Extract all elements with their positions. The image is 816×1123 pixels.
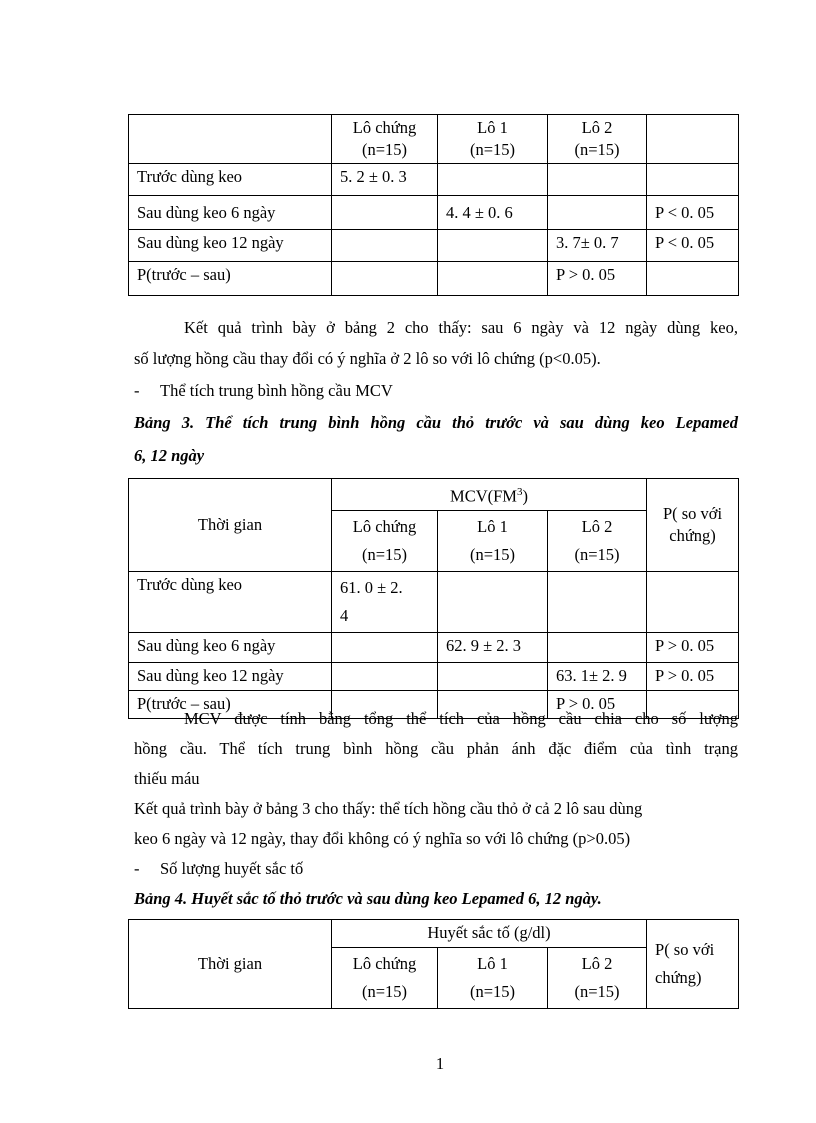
table-cell [548,196,647,230]
table-cell: P > 0. 05 [647,632,739,662]
page-number: 1 [435,1054,445,1073]
table-cell [438,230,548,262]
column-header-lot1: Lô 1 (n=15) [438,510,548,571]
table-cell: P < 0. 05 [647,230,739,262]
column-header-lot1: Lô 1 (n=15) [438,948,548,1009]
table-2-header-row [129,115,739,164]
table-cell: P(trước – sau) [129,690,332,718]
table-cell: 3. 7± 0. 7 [548,230,647,262]
table-2-header-control: Lô chứng (n=15) [332,115,438,164]
bullet-text: Số lượng huyết sắc tố [160,859,304,878]
table-cell: P > 0. 05 [548,690,647,718]
dash-marker: - [134,381,140,400]
table-row [129,662,739,690]
paragraph-line: keo 6 ngày và 12 ngày, thay đổi không có ý nghĩa so với lô chứng (p>0.05) [134,829,631,848]
bullet-item [134,854,303,884]
table-cell [548,571,647,632]
column-header-p: P( so với chứng) [647,920,739,1009]
table-row [129,230,739,262]
table-caption: Bảng 4. Huyết sắc tố thỏ trước và sau dùng keo Lepamed 6, 12 ngày. [134,889,602,908]
table-3-header-row [129,479,739,511]
table-cell [647,571,739,632]
bullet-item [134,376,393,406]
table-cell [332,632,438,662]
table-cell [548,164,647,196]
table-row [129,632,739,662]
column-header-lot2: Lô 2 (n=15) [548,510,647,571]
table-cell: 62. 9 ± 2. 3 [438,632,548,662]
table-row [129,196,739,230]
table-cell [647,164,739,196]
paragraph-line: hồng cầu. Thể tích trung bình hồng cầu phản ánh đặc điểm của tình trạng [134,739,738,758]
table-2-header-cell [129,115,332,164]
column-header-lot2: Lô 2 (n=15) [548,948,647,1009]
column-header-p: P( so với chứng) [647,479,739,572]
table-row [129,262,739,296]
table-2 [128,114,739,296]
column-group-header: Huyết sắc tố (g/dl) [332,920,647,948]
table-cell: P(trước – sau) [129,262,332,296]
table-cell: Trước dùng keo [129,571,332,632]
paragraph-line: Kết quả trình bày ở bảng 2 cho thấy: sau 6 ngày và 12 ngày dùng keo, [184,318,738,337]
table-4-header-row [129,920,739,948]
table-cell [548,632,647,662]
table-cell: P < 0. 05 [647,196,739,230]
table-cell [332,196,438,230]
table-cell: Sau dùng keo 6 ngày [129,196,332,230]
table-cell: 5. 2 ± 0. 3 [332,164,438,196]
column-group-header: $MCV(FM^3)$ [332,479,647,511]
table-3 [128,478,739,719]
bullet-text: Thể tích trung bình hồng cầu MCV [160,381,393,400]
table-cell [332,662,438,690]
table-4 [128,919,739,1009]
column-header-time: Thời gian [129,920,332,1009]
column-header-control: Lô chứng (n=15) [332,948,438,1009]
table-cell: 61. 0 ± 2. 4 [332,571,438,632]
table-cell [438,571,548,632]
paragraph-line: MCV được tính bằng tổng thể tích của hồng cầu chia cho số lượng [184,709,738,728]
table-cell: 63. 1± 2. 9 [548,662,647,690]
table-cell: 4. 4 ± 0. 6 [438,196,548,230]
table-cell [647,262,739,296]
table-cell [332,262,438,296]
table-cell: Sau dùng keo 12 ngày [129,662,332,690]
table-2-header-lot1: Lô 1 (n=15) [438,115,548,164]
table-caption: Bảng 3. Thể tích trung bình hồng cầu thỏ trước và sau dùng keo Lepamed [134,413,738,432]
table-cell [438,662,548,690]
column-header-time: Thời gian [129,479,332,572]
table-cell [438,262,548,296]
table-2-header-cell [647,115,739,164]
table-cell: Trước dùng keo [129,164,332,196]
table-cell: P > 0. 05 [548,262,647,296]
table-row [129,164,739,196]
table-row [129,571,739,632]
dash-marker: - [134,859,140,878]
table-cell: Sau dùng keo 12 ngày [129,230,332,262]
table-cell: P > 0. 05 [647,662,739,690]
paragraph-line: thiếu máu [134,769,200,788]
table-cell [332,230,438,262]
table-caption: 6, 12 ngày [134,446,205,465]
column-header-control: Lô chứng (n=15) [332,510,438,571]
table-2-header-lot2: Lô 2 (n=15) [548,115,647,164]
paragraph-line: Kết quả trình bày ở bảng 3 cho thấy: thể tích hồng cầu thỏ ở cả 2 lô sau dùng [134,799,643,818]
table-cell [438,164,548,196]
paragraph-line: số lượng hồng cầu thay đổi có ý nghĩa ở 2 lô so với lô chứng (p<0.05). [134,349,601,368]
table-cell: Sau dùng keo 6 ngày [129,632,332,662]
